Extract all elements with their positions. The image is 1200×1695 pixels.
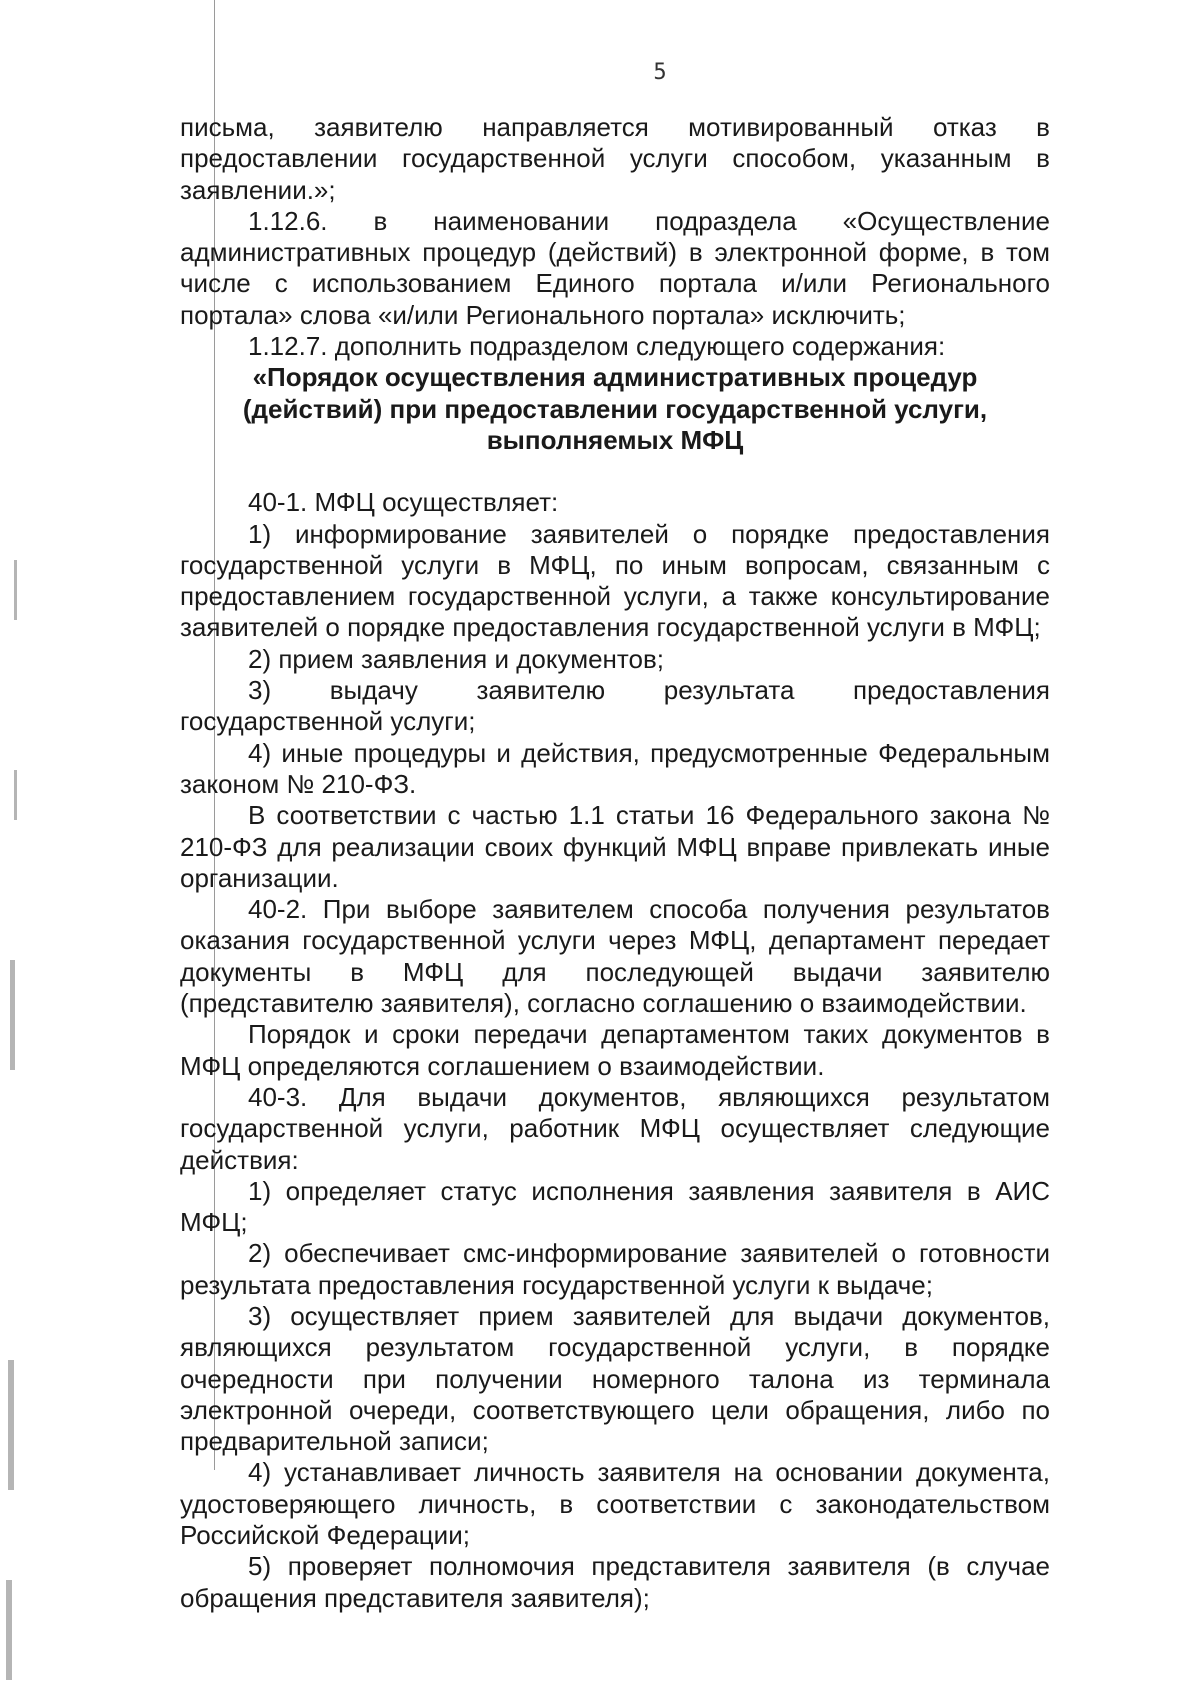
section-heading: «Порядок осуществления административных процедур (действий) при предоставлении государственной услуги, выполняемых МФЦ <box>242 362 988 455</box>
action-item-2: 2) обеспечивает смс-информирование заявителей о готовности результата предоставления государственной услуги к выдаче; <box>180 1238 1050 1300</box>
list-item-2: 2) прием заявления и документов; <box>248 643 665 674</box>
list-item-3: 3) выдачу заявителю результата предоставления государственной услуги; <box>180 675 1050 737</box>
scan-edge-mark <box>14 770 17 820</box>
list-item-4: 4) иные процедуры и действия, предусмотренные Федеральным законом № 210-ФЗ. <box>180 737 1050 799</box>
action-item-4: 4) устанавливает личность заявителя на основании документа, удостоверяющего личность, в соответствии с законодательством Российской Федерации; <box>180 1457 1050 1551</box>
scan-edge-mark <box>10 960 15 1070</box>
paragraph-40-3: 40-3. Для выдачи документов, являющихся результатом государственной услуги, работник МФЦ осуществляет следующие действия: <box>180 1081 1050 1175</box>
page-number: 5 <box>653 60 667 85</box>
paragraph-transfer-terms: Порядок и сроки передачи департаментом таких документов в МФЦ определяются соглашением о взаимодействии. <box>180 1019 1050 1081</box>
document-body <box>180 112 1050 1614</box>
scan-edge-mark <box>6 1580 12 1680</box>
spacer <box>180 456 1050 487</box>
scan-edge-mark <box>14 560 17 620</box>
paragraph-1-12-7: 1.12.7. дополнить подразделом следующего содержания: <box>248 331 946 362</box>
paragraph-40-1: 40-1. МФЦ осуществляет: <box>248 487 559 518</box>
paragraph-40-2: 40-2. При выборе заявителем способа получения результатов оказания государственной услуги через МФЦ, департамент передает документы в МФЦ для последующей выдачи заявителю (представителю заявителя), согласно соглашению о взаимодействии. <box>180 894 1050 1019</box>
action-item-1: 1) определяет статус исполнения заявления заявителя в АИС МФЦ; <box>180 1175 1050 1238</box>
paragraph-law-reference: В соответствии с частью 1.1 статьи 16 Федерального закона № 210-ФЗ для реализации своих функций МФЦ вправе привлекать иные организации. <box>180 800 1050 893</box>
action-item-3: 3) осуществляет прием заявителей для выдачи документов, являющихся результатом государственной услуги, в порядке очередности при получении номерного талона из терминала электронной очереди, соответствующего цели обращения, либо по предварительной записи; <box>180 1300 1050 1457</box>
action-item-5: 5) проверяет полномочия представителя заявителя (в случае обращения представителя заявителя); <box>180 1551 1050 1613</box>
list-item-1: 1) информирование заявителей о порядке предоставления государственной услуги в МФЦ, по иным вопросам, связанным с предоставлением государственной услуги, а также консультирование заявителей о порядке предоставления государственной услуги в МФЦ; <box>180 518 1050 643</box>
paragraph-continuation: письма, заявителю направляется мотивированный отказ в предоставлении государственной услуги способом, указанным в заявлении.»; <box>180 112 1050 205</box>
paragraph-1-12-6: 1.12.6. в наименовании подраздела «Осуществление административных процедур (действий) в электронной форме, в том числе с использованием Единого портала и/или Регионального портала» слова «и/или Регионального портала» исключить; <box>180 205 1050 330</box>
scan-edge-mark <box>8 1360 14 1490</box>
